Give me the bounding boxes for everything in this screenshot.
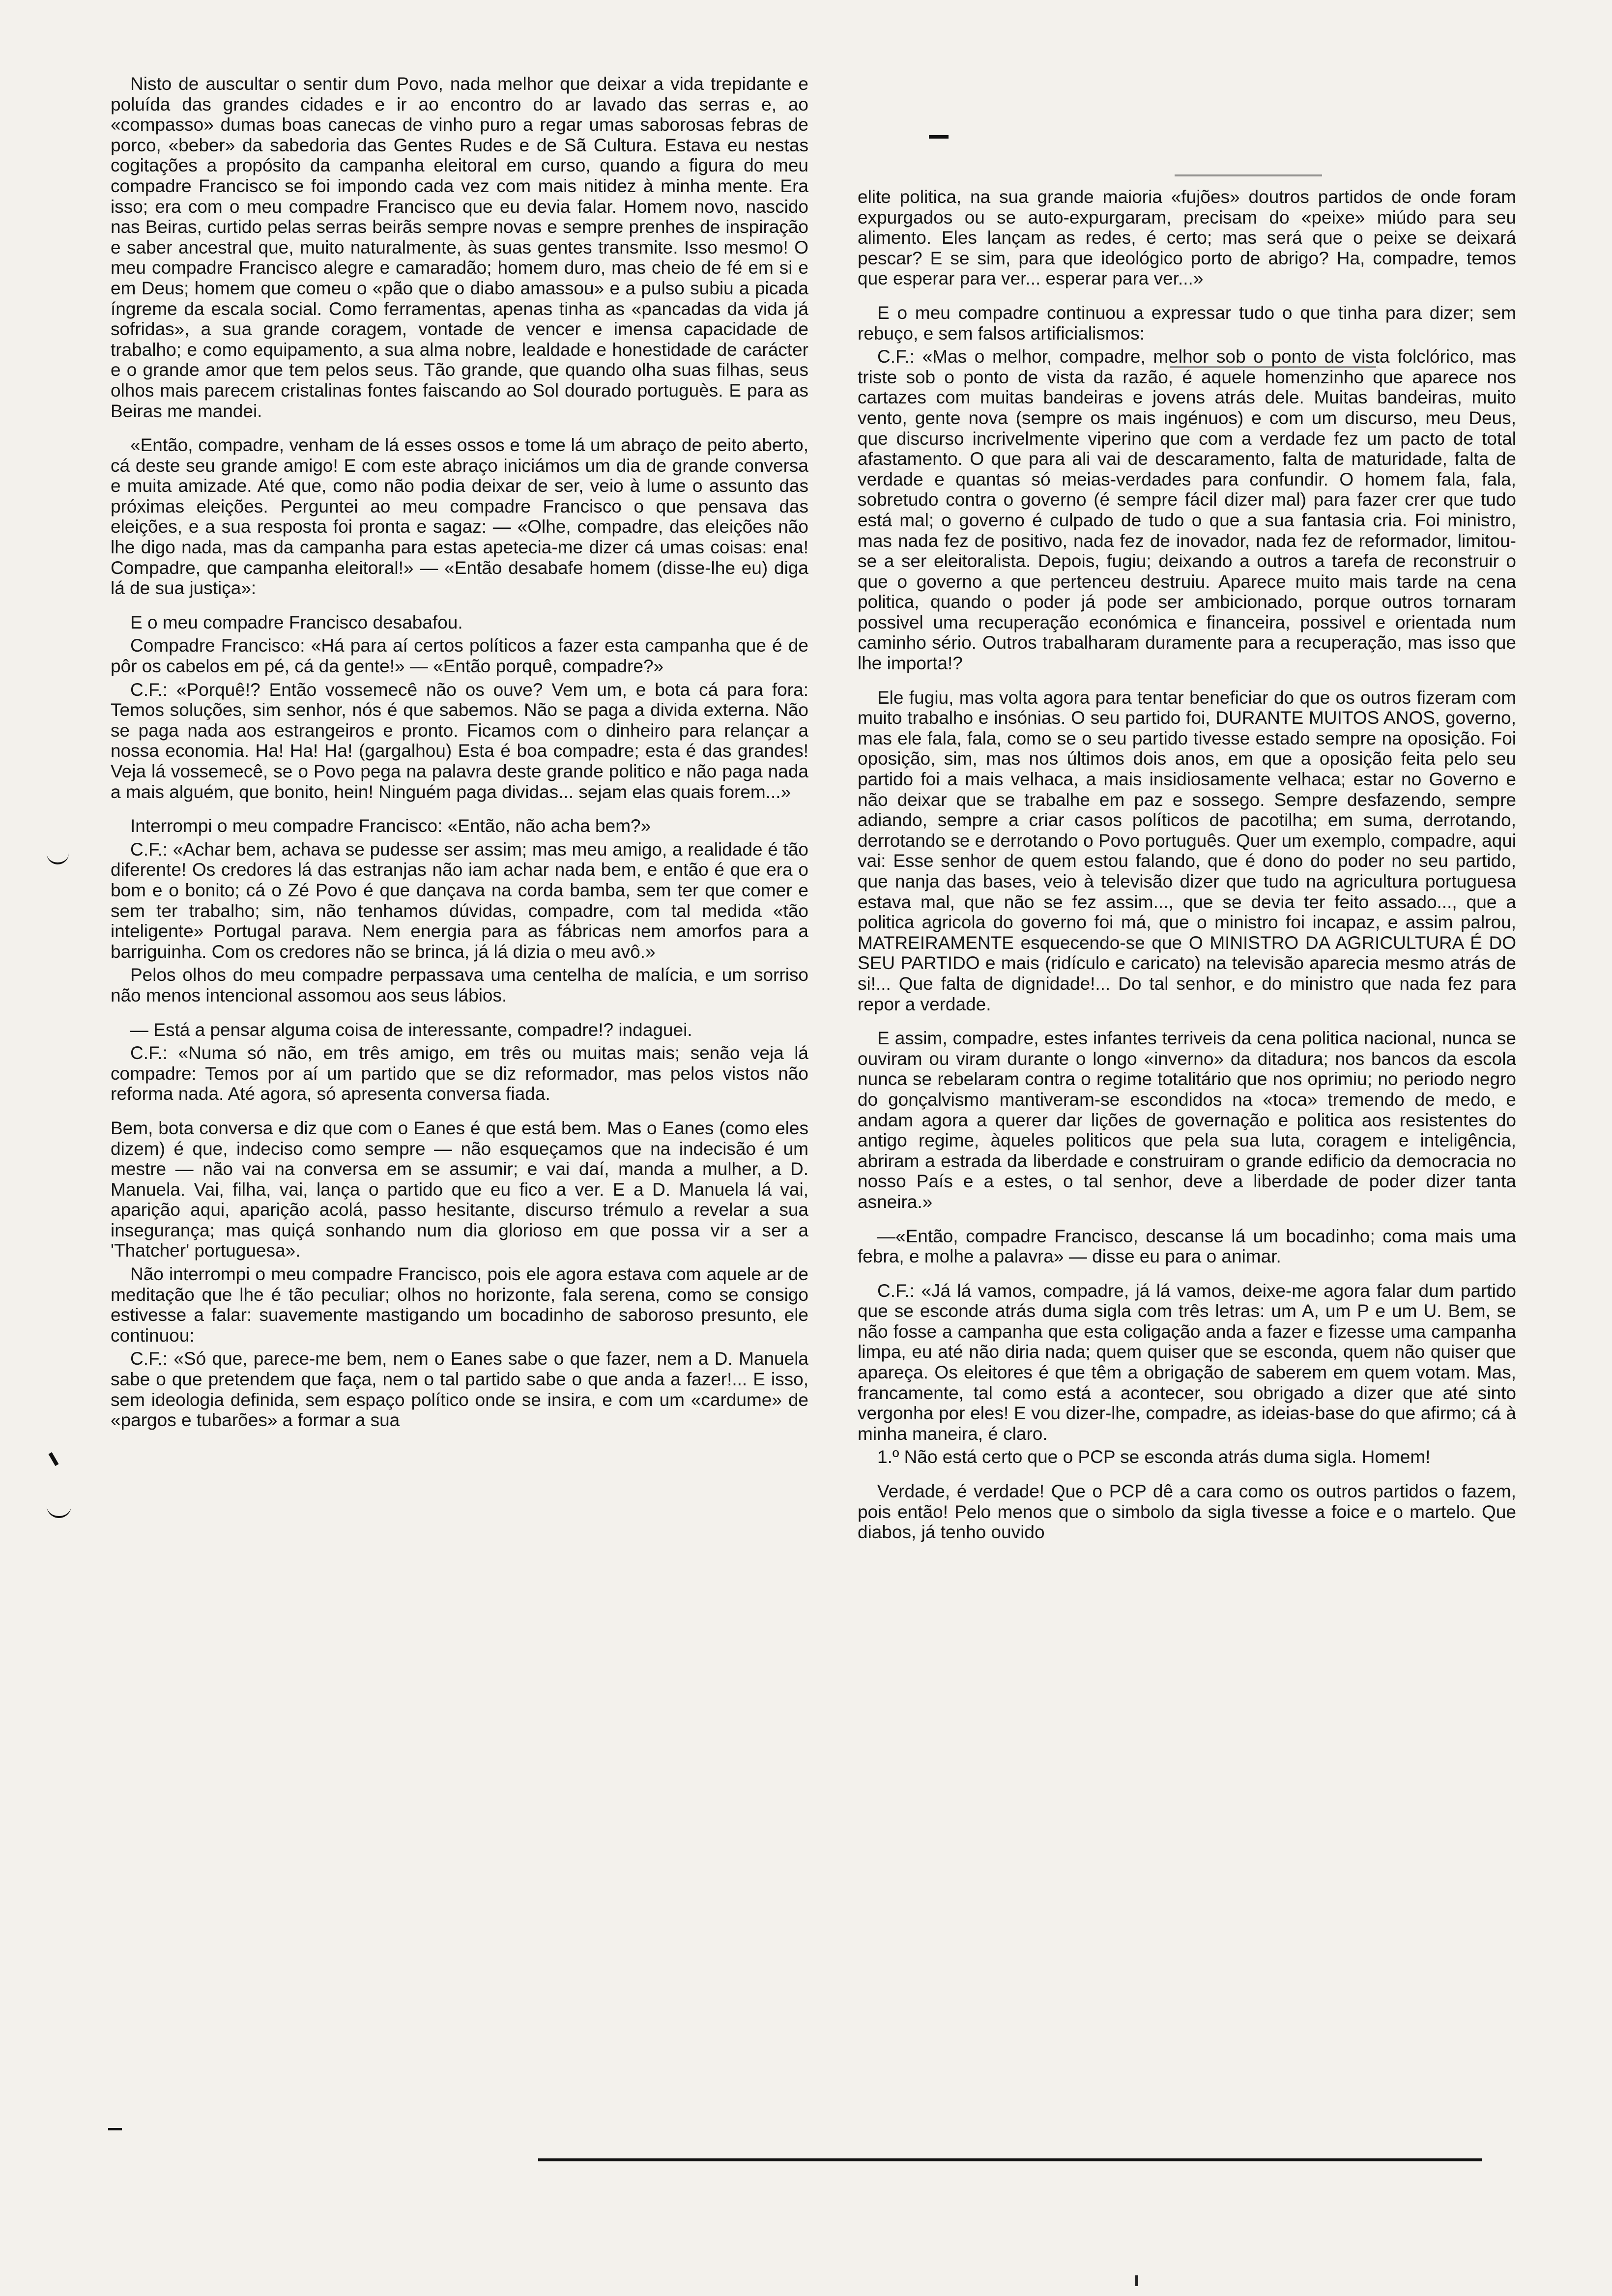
margin-mark [47, 853, 69, 864]
margin-tick [49, 1452, 59, 1466]
paragraph: «Então, compadre, venham de lá esses ossos e tome lá um abraço de peito aberto, cá deste seu grande amigo! E com este abraço iniciámos um dia de grande conversa e muita amizade. Até que, como não podia deixar de ser, veio à lume o assunto das próximas eleições. Perguntei ao meu compadre Francisco o que pensava das eleições, e a sua resposta foi pronta e sagaz: — «Olhe, compadre, das eleições não lhe digo nada, mas da campanha para estas apetecia-me dizer cá umas coisas: ena! Compadre, que campanha eleitoral!» — «Então desabafe homem (disse-lhe eu) diga lá de sua justiça»: [111, 435, 808, 599]
paragraph: Compadre Francisco: «Há para aí certos políticos a fazer esta campanha que é de pôr os cabelos em pé, cá da gente!» — «Então porquê, compadre?» [111, 635, 808, 677]
paragraph: Ele fugiu, mas volta agora para tentar beneficiar do que os outros fizeram com muito trabalho e insónias. O seu partido foi, DURANTE MUITOS ANOS, governo, mas ele fala, fala, como se o seu partido tivesse estado sempre na oposição. Foi oposição, sim, mas nos últimos dois anos, em que a oposição feita pelo seu partido foi a mais velhaca, a mais insidiosamente velhaca; estar no Governo e não deixar que se trabalhe em paz e sossego. Sempre desfazendo, sempre adiando, sempre a criar casos políticos de pacotilha; em suma, derrotando, derrotando se e derrotando o Povo português. Quer um exemplo, compadre, aqui vai: Esse senhor de quem estou falando, que é dono do poder no seu partido, que nanja das bases, veio à televisão dizer que tudo na agricultura portuguesa estava mal, que não se fez assim..., que se devia ter feito assado..., que a politica agricola do governo foi má, que o ministro foi incapaz, e assim palrou, MATREIRAMENTE esquecendo-se que O MINISTRO DA AGRICULTURA É DO SEU PARTIDO e mais (ridículo e caricato) na televisão aparecia mesmo atrás de si!... Que falta de dignidade!... Do tal senhor, e do ministro que nada fez para repor a verdade. [858, 687, 1516, 1014]
paragraph: Verdade, é verdade! Que o PCP dê a cara como os outros partidos o fazem, pois então! Pelo menos que o simbolo da sigla tivesse a foice e o martelo. Que diabos, já tenho ouvido [858, 1481, 1516, 1543]
left-column [111, 74, 808, 1444]
paragraph: 1.º Não está certo que o PCP se esconda atrás duma sigla. Homem! [877, 1447, 1431, 1467]
paragraph: Não interrompi o meu compadre Francisco, pois ele agora estava com aquele ar de meditação que lhe é tão peculiar; olhos no horizonte, fala serena, como se consigo estivesse a falar: suavemente mastigando um bocadinho de saboroso presunto, ele continuou: [111, 1264, 808, 1346]
corner-dash [108, 2128, 122, 2130]
paragraph: —«Então, compadre Francisco, descanse lá um bocadinho; coma mais uma febra, e molhe a palavra» — disse eu para o animar. [858, 1226, 1516, 1267]
paragraph: E assim, compadre, estes infantes terriveis da cena politica nacional, nunca se ouviram ou viram durante o longo «inverno» da ditadura; nos bancos da escola nunca se rebelaram contra o regime totalitário que nos oprimiu; no periodo negro do gonçalvismo mantiveram-se escondidos na «toca» tremendo de medo, e andam agora a querer dar lições de governação e politica aos resistentes do antigo regime, àqueles politicos que pela sua luta, coragem e inteligência, abriram a estrada da liberdade e construiram o grande edificio da democracia no nosso País e a estes, o tal senhor, deve a liberdade de poder dizer tanta asneira.» [858, 1028, 1516, 1212]
paragraph: Bem, bota conversa e diz que com o Eanes é que está bem. Mas o Eanes (como eles dizem) é que, indeciso como sempre — não esqueçamos que na indecisão é um mestre — não vai na conversa em se assumir; e vai daí, manda a mulher, a D. Manuela. Vai, filha, vai, lança o partido que eu fico a ver. E a D. Manuela lá vai, aparição aqui, aparição acolá, passo hesitante, discurso trémulo a revelar a sua insegurança; mas quiçá sonhando num dia glorioso em que possa vir a ser a 'Thatcher' portuguesa». [111, 1118, 808, 1261]
paragraph: elite politica, na sua grande maioria «fujões» doutros partidos de onde foram expurgados ou se auto-expurgaram, precisam do «peixe» miúdo para seu alimento. Eles lançam as redes, é certo; mas será que o peixe se deixará pescar? E se sim, para que ideológico porto de abrigo? Ha, compadre, temos que esperar para ver... esperar para ver...» [858, 187, 1516, 289]
paragraph: E o meu compadre continuou a expressar tudo o que tinha para dizer; sem rebuço, e sem falsos artificialismos: [858, 302, 1516, 344]
paragraph: C.F.: «Já lá vamos, compadre, já lá vamos, deixe-me agora falar dum partido que se esconde atrás duma sigla com três letras: um A, um P e um U. Bem, se não fosse a campanha que esta coligação anda a fazer e fizesse uma campanha limpa, eu até não diria nada; quem quiser que se esconda, quem não quiser que apareça. Os eleitores é que têm a obrigação de saberem em quem votam. Mas, francamente, tal como está a acontecer, sou obrigado a dizer que até sinto vergonha por eles! E vou dizer-lhe, compadre, as ideias-base do que afirmo; cá à minha maneira, é claro. [858, 1280, 1516, 1444]
scan-noise [1175, 174, 1322, 176]
paragraph: C.F.: «Numa só não, em três amigo, em três ou muitas mais; senão veja lá compadre: Temos por aí um partido que se diz reformador, mas pelos vistos não reforma nada. Até agora, só apresenta conversa fiada. [111, 1043, 808, 1104]
paragraph: C.F.: «Só que, parece-me bem, nem o Eanes sabe o que fazer, nem a D. Manuela sabe o que pretendem que faça, nem o tal partido sabe o que anda a fazer!... E isso, sem ideologia definida, sem espaço político onde se insira, e com um «cardume» de «pargos e tubarões» a formar a sua [111, 1349, 808, 1431]
paragraph: C.F.: «Achar bem, achava se pudesse ser assim; mas meu amigo, a realidade é tão diferente! Os credores lá das estranjas não iam achar nada bem, e então é que era o bom e o bonito; cá o Zé Povo é que dançava na corda bamba, sem ter que comer e sem ter trabalho; sim, não tenhamos dúvidas, compadre, com tal medida «tão inteligente» Portugal parava. Nem energia para as fábricas nem amorfos para a barriguinha. Com os credores não se brinca, já lá dizia o meu avô.» [111, 839, 808, 962]
paragraph: — Está a pensar alguma coisa de interessante, compadre!? indaguei. [130, 1019, 692, 1040]
paragraph: E o meu compadre Francisco desabafou. [130, 612, 463, 632]
paragraph: C.F.: «Porquê!? Então vossemecê não os ouve? Vem um, e bota cá para fora: Temos soluções, sim senhor, nós é que sabemos. Não se paga a divida externa. Não se paga nada aos estrangeiros e pronto. Ficamos com o dinheiro para relançar a nossa economia. Ha! Ha! Ha! (gargalhou) Esta é boa compadre; esta é das grandes! Veja lá vossemecê, se o Povo pega na palavra deste grande politico e não paga nada a mais alguém, que bonito, hein! Ninguém paga dividas... sejam elas quais forem...» [111, 679, 808, 802]
bottom-rule [538, 2158, 1482, 2161]
scan-mark [1135, 2275, 1138, 2286]
right-column [858, 187, 1516, 1556]
paragraph: Pelos olhos do meu compadre perpassava uma centelha de malícia, e um sorriso não menos intencional assomou aos seus lábios. [111, 965, 808, 1005]
paragraph: Interrompi o meu compadre Francisco: «Então, não acha bem?» [130, 816, 651, 836]
paragraph: Nisto de auscultar o sentir dum Povo, nada melhor que deixar a vida trepidante e poluída das grandes cidades e ir ao encontro do ar lavado das serras e, ao «compasso» dumas boas canecas de vinho puro a regar umas saborosas febras de porco, «beber» da sabedoria das Gentes Rudes e de Sã Cultura. Estava eu nestas cogitações a propósito da campanha eleitoral em curso, quando a figura do meu compadre Francisco se foi impondo cada vez com mais nitidez à minha mente. Era isso; era com o meu compadre Francisco que eu devia falar. Homem novo, nascido nas Beiras, curtido pelas serras beirãs sempre novas e sempre prenhes de inspiração e saber ancestral que, muito naturalmente, às suas gentes transmite. Isso mesmo! O meu compadre Francisco alegre e camaradão; homem duro, mas cheio de fé em si e em Deus; homem que comeu o «pão que o diabo amassou» e a pulso subiu a picada íngreme da escala social. Como ferramentas, apenas tinha as «pancadas da vida já sofridas», a sua grande coragem, vontade de vencer e imensa capacidade de trabalho; e como equipamento, a sua alma nobre, lealdade e honestidade de carácter e o grande amor que tem pelos seus. Tão grande, que quando olha suas filhas, seus olhos mais parecem cristalinas fontes faiscando ao Sol dourado portuguès. E para as Beiras me mandei. [111, 74, 808, 421]
top-dash-mark [929, 135, 949, 139]
paragraph: C.F.: «Mas o melhor, compadre, melhor sob o ponto de vista folclórico, mas triste sob o ponto de vista da razão, é aquele homenzinho que aparece nos cartazes com muitas bandeiras e jovens atrás dele. Muitas bandeiras, muito vento, gente nova (sempre os mais ingénuos) e com um discurso, meu Deus, que discurso incrivelmente viperino que com a verdade fez um pacto de total afastamento. O que para ali vai de descaramento, falta de maturidade, falta de verdade e quantas só meias-verdades para confundir. O homem fala, fala, sobretudo contra o governo (é sempre fácil dizer mal) para fazer crer que tudo está mal; o governo é culpado de tudo o que a sua fantasia cria. Foi ministro, mas nada fez de positivo, nada fez de inovador, nada fez de reformador, limitou-se a ser eleitoralista. Depois, fugiu; deixando a outros a tarefa de reconstruir o que o governo a que pertenceu destruiu. Aparece muito mais tarde na cena politica, quando o poder já pode ser ambicionado, porque outros tornaram possivel uma recuperação económica e financeira, possivel e orientada num caminho sério. Outros trabalharam duramente para a recuperação, mas isso que lhe importa!? [858, 346, 1516, 674]
margin-mark [47, 1504, 71, 1518]
